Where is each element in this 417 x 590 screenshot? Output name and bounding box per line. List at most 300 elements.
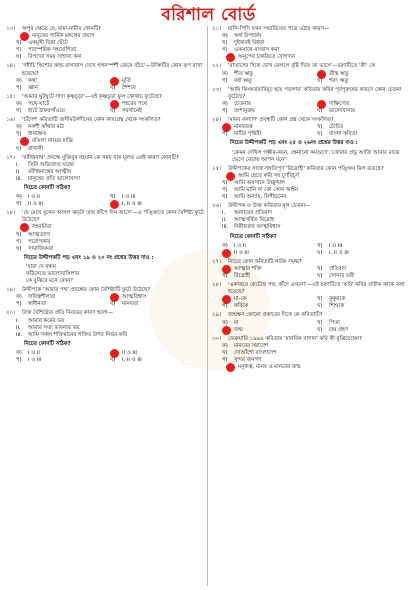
- answer-option[interactable]: [317, 266, 412, 273]
- option-text: আত্মত্যাগ: [28, 231, 51, 238]
- question: [212, 259, 412, 266]
- option-label: গ): [222, 186, 228, 193]
- question: [6, 155, 204, 162]
- option-label: iii.: [222, 224, 229, 231]
- option-text: দোআঁশো বাংলাদেশ: [234, 349, 277, 356]
- option-text: পরোপকার: [28, 238, 51, 245]
- option-label: গ): [16, 357, 22, 364]
- question: [6, 94, 204, 101]
- option-row: [6, 108, 204, 115]
- option-text: সহমর্মিতা: [32, 224, 52, 231]
- question-number: ১৬।: [6, 117, 15, 124]
- option-text: i ও ii: [234, 242, 246, 249]
- option-label: গ): [222, 77, 228, 84]
- answer-option[interactable]: [222, 71, 317, 78]
- answer-option[interactable]: [317, 124, 412, 131]
- option-row: [6, 357, 204, 364]
- option-label: ক): [16, 124, 22, 131]
- option-text: সোনার তরী: [329, 273, 355, 279]
- instruction-note: নিচের উদ্দীপকটি পড় এবং ২৫ ও ২৬নং প্রশ্নের উত্তর দাও :: [230, 140, 358, 147]
- answer-option[interactable]: [222, 243, 317, 250]
- option-text: জন্ম: [234, 326, 243, 333]
- option-text: আত্মার শক্তি: [234, 265, 262, 272]
- answer-option[interactable]: [212, 350, 412, 357]
- option-text: শরৎ ঋতু: [329, 77, 349, 84]
- answer-option[interactable]: [317, 131, 412, 138]
- option-label: ক): [16, 349, 22, 356]
- option-label: ক): [16, 194, 22, 201]
- question: [212, 203, 412, 210]
- answer-option[interactable]: [317, 101, 412, 108]
- option-label: ক): [16, 77, 22, 84]
- answer-option[interactable]: [6, 239, 204, 246]
- answer-option[interactable]: [16, 194, 110, 201]
- option-label: গ): [16, 301, 22, 308]
- option-text: আমি সকল শক্তিমানের শক্তির উপর নির্ভর করি: [28, 331, 128, 338]
- option-text: রঙিলা নায়ের মাঝি: [32, 138, 73, 145]
- selected-answer-marker: [226, 53, 235, 62]
- stimulus-line: কে বুঝিবে মনে বেদনা': [26, 278, 74, 285]
- question-number: ২৬।: [212, 203, 221, 210]
- option-text: মানুষের সার্বিক মঙ্গলের প্রয়াস: [32, 33, 95, 40]
- option-text: মানবতা: [122, 301, 139, 308]
- option-text: তিনি অভিজাত ঘরের: [28, 161, 74, 168]
- answer-option[interactable]: [16, 78, 110, 85]
- answer-option[interactable]: [317, 108, 412, 115]
- option-label: ii.: [16, 168, 21, 175]
- question-number: ২৮।: [212, 282, 221, 289]
- answer-option[interactable]: [6, 224, 204, 231]
- option-text: বর্ষা ঋতু: [234, 77, 252, 84]
- column-divider: [207, 26, 208, 586]
- option-label: গ): [222, 303, 228, 310]
- option-label: ঘ): [317, 77, 323, 84]
- option-label: ক): [16, 294, 22, 301]
- option-text: মূর্তি: [122, 77, 131, 84]
- question-text: জন্মক্ষণ কোনো প্রকারের দিকে কে কবিতাটি?: [228, 312, 323, 319]
- answer-option[interactable]: [6, 318, 204, 325]
- question: [6, 310, 204, 317]
- option-text: i ও ii: [28, 194, 40, 201]
- answer-option[interactable]: [212, 40, 412, 47]
- answer-option[interactable]: [6, 124, 204, 131]
- option-text: রাখালী: [28, 145, 44, 152]
- option-row: [212, 327, 412, 334]
- option-row: [6, 350, 204, 357]
- question-number: ১৫।: [6, 93, 15, 100]
- option-label: গ): [16, 201, 22, 208]
- option-label: খ): [317, 319, 323, 326]
- answer-option[interactable]: [16, 85, 110, 92]
- selected-answer-marker: [222, 326, 231, 335]
- selected-answer-marker: [222, 249, 231, 258]
- option-text: অনুপের চাকরিতে যোগদান: [238, 54, 296, 61]
- option-label: ঘ): [317, 326, 323, 333]
- option-row: [212, 71, 412, 78]
- answer-option[interactable]: [222, 101, 317, 108]
- option-text: i ও iii: [122, 194, 136, 201]
- question: [212, 87, 412, 101]
- option-text: মানবের সমাবেশ: [234, 342, 269, 349]
- answer-option[interactable]: [222, 296, 317, 303]
- answer-option[interactable]: [212, 357, 412, 364]
- answer-option[interactable]: [16, 201, 110, 208]
- option-label: iii.: [16, 331, 23, 338]
- option-text: i, ii ও iii: [329, 249, 349, 256]
- option-label: ঘ): [317, 108, 323, 115]
- answer-option[interactable]: [6, 169, 204, 176]
- option-text: i, ii ও iii: [122, 357, 142, 364]
- answer-option[interactable]: [212, 343, 412, 350]
- option-text: ii ও iii: [234, 249, 249, 256]
- option-text: মানবতন্ত্র: [234, 124, 253, 131]
- option-text: সুন্দর জনগণ: [234, 357, 262, 364]
- option-text: হাটে ঠাকরগাঁওয়ে: [28, 108, 65, 115]
- answer-option[interactable]: [317, 320, 412, 327]
- option-text: ভালোবাসার: [329, 108, 355, 115]
- option-label: ii.: [16, 324, 21, 331]
- answer-option[interactable]: [317, 273, 412, 280]
- option-text: i ও iii: [329, 242, 343, 249]
- option-text: পারস্পরিক সহযোগিতা: [28, 47, 77, 54]
- option-text: নকশী কাঁথার মাঠ: [28, 124, 64, 131]
- answer-option[interactable]: [222, 250, 317, 257]
- question-number: ২২।: [212, 63, 221, 70]
- answer-option[interactable]: [222, 108, 317, 115]
- option-label: খ): [16, 131, 22, 138]
- spacer: [6, 364, 204, 366]
- question-text: ফেব্রুয়ারি ১৯৬৯ কবিতায় 'মানবিক বাগান' কবি কী বুঝিয়েছেন?: [228, 335, 362, 342]
- option-label: ঘ): [110, 301, 116, 308]
- question: [6, 63, 204, 77]
- option-row: [6, 201, 204, 208]
- option-text: পথে-ঘাটে: [28, 100, 50, 107]
- question-text: 'আমি কিংকর্তব্যবিমূঢ় হয়ে পড়লাম' কবিতায় কবির পূর্বপুরুষের কারণে কোন চেতনা ফুটেছে?: [228, 86, 402, 100]
- option-row: [212, 101, 412, 108]
- answer-option[interactable]: [212, 187, 412, 194]
- option-text: বাংলা কবিতা: [329, 131, 358, 138]
- option-label: খ): [222, 40, 228, 47]
- option-text: মা-কে: [234, 296, 247, 303]
- answer-option[interactable]: [222, 320, 317, 327]
- question-text: 'আমার ঘুটঘুটে সাদা কৃষ্ণচূড়া'—এই কৃষ্ণচূড়া ফুল কোথায় ফুটেছে?: [22, 93, 162, 100]
- question-text: উদ্দীপকের সাথে সঙ্গতিপূর্ণ 'বিদ্রোহী' কবিতার কোন পঙ্ক্তির মিল রয়েছে?: [228, 165, 384, 172]
- answer-option[interactable]: [110, 350, 204, 357]
- option-text: আমি ছেড়ে করি সব চূর্ণবিচূর্ণ: [238, 172, 299, 179]
- option-text: i, ii ও iii: [122, 201, 142, 208]
- question: [212, 336, 412, 343]
- question-text: নিচের কোন কবিতাটি নাটক সমৃদ্ধ?: [228, 258, 302, 265]
- option-label: ক): [222, 319, 228, 326]
- option-label: ঘ): [317, 249, 323, 256]
- option-text: মাটির পৃথিবী: [234, 131, 261, 138]
- option-label: ক): [16, 100, 22, 107]
- question-number: ১৪।: [6, 63, 15, 70]
- spacer: [212, 371, 412, 373]
- option-label: ক): [222, 33, 228, 40]
- option-text: মনুষ্যত্ব, মানব ও মানবের জন্ম: [238, 364, 301, 371]
- question: [6, 210, 204, 224]
- answer-option[interactable]: [16, 101, 110, 108]
- option-label: ঘ): [16, 145, 22, 152]
- stimulus-line: কঠিনেতে ভালোবাসিলাম: [26, 271, 80, 277]
- question: [212, 166, 412, 173]
- option-text: শীত ঋতু: [234, 70, 253, 77]
- option-label: ঘ): [317, 303, 323, 310]
- option-row: [212, 243, 412, 250]
- answer-option[interactable]: [317, 243, 412, 250]
- answer-option[interactable]: [222, 131, 317, 138]
- question-number: ২৯।: [212, 312, 221, 319]
- answer-option[interactable]: [110, 357, 204, 364]
- option-row: [212, 78, 412, 85]
- option-text: বংশানুক্রম: [234, 108, 255, 115]
- answer-option[interactable]: [317, 327, 412, 334]
- question-text: 'দধীচি কিশোর কান্ড রাগাবাস দেখে গগনস্পর্শী জেনে বাঁচে'—উক্তিটির কোন রূপ রাখা হয়েছে?: [22, 63, 203, 77]
- option-text: কবিকে: [234, 303, 249, 310]
- option-row: [6, 85, 204, 92]
- option-label: গ): [222, 108, 228, 115]
- option-text: দুইজনই বিধবা: [234, 40, 265, 47]
- option-text: আমি মানি না কো কোন আইন: [234, 186, 299, 193]
- answer-option[interactable]: [212, 33, 412, 40]
- option-label: ঘ): [110, 108, 116, 115]
- answer-option[interactable]: [110, 301, 204, 308]
- option-row: [6, 194, 204, 201]
- answer-option[interactable]: [212, 224, 412, 231]
- option-text: চন্দ্র গ্রহণ: [329, 326, 349, 333]
- option-text: ধানক্ষেত: [28, 131, 47, 138]
- question-number: ২৪।: [212, 117, 221, 124]
- selected-answer-marker: [110, 200, 119, 209]
- option-text: কুকুরকে: [329, 296, 346, 303]
- answer-option[interactable]: [222, 266, 317, 273]
- question-number: ৩০।: [212, 335, 221, 342]
- option-label: ঘ): [222, 194, 228, 201]
- option-label: খ): [16, 231, 22, 238]
- selected-answer-marker: [226, 363, 235, 372]
- option-row: [212, 273, 412, 280]
- option-text: গ্রীষ্ম ঋতু: [329, 70, 349, 77]
- answer-option[interactable]: [16, 108, 110, 115]
- option-label: ঘ): [317, 131, 323, 138]
- answer-option[interactable]: [110, 294, 204, 301]
- answer-option[interactable]: [110, 108, 204, 115]
- option-text: আত্মগর্বিত বিদ্রোহ: [234, 217, 275, 224]
- option-text: আমি অবসানে উচ্ছৃঙ্খল: [234, 179, 285, 186]
- option-text: একমুখী চিন্তা ঘেঁটে: [28, 40, 68, 47]
- option-text: শিশুকে: [329, 303, 345, 310]
- option-text: অর্থ উপার্জন: [234, 33, 262, 40]
- option-text: দায়িত্বশীলতা: [28, 294, 56, 301]
- answer-option[interactable]: [16, 357, 110, 364]
- question-text: উক্ত বৈশিষ্ট্যের প্রতি বিনয়ের কারণ হলো—: [22, 310, 114, 317]
- option-text: চেতনার: [234, 100, 251, 107]
- answer-option[interactable]: [6, 146, 204, 153]
- option-text: ii ও iii: [28, 201, 43, 208]
- option-text: চৌচির: [329, 124, 344, 131]
- question-number: ২০।: [6, 310, 15, 317]
- question: [212, 63, 412, 70]
- instruction-note: নিচের কোনটি সঠিক?: [24, 340, 71, 347]
- option-label: গ): [16, 108, 22, 115]
- answer-option[interactable]: [317, 78, 412, 85]
- answer-option[interactable]: [222, 78, 317, 85]
- answer-option[interactable]: [212, 194, 412, 201]
- answer-option[interactable]: [317, 71, 412, 78]
- question-text: 'যে মেঘে বুকের আসল ঝড়টা তার কাঁপে দিন আসে'—এ পঙ্ক্তিতে কোন বৈশিষ্ট্য ফুটে উঠেছে?: [22, 210, 204, 224]
- question-text: 'চাঁদেশ' কবিতাটি জসীমউদদীনের কোন কাব্যগ্রন্থ থেকে সংকলিত?: [22, 117, 161, 124]
- option-text: ii ও iii: [122, 349, 137, 356]
- instruction-note: নিচের কোনটি সঠিক?: [24, 184, 71, 191]
- question: [212, 282, 412, 296]
- option-label: খ): [317, 242, 323, 249]
- question-number: ২৫।: [212, 165, 221, 172]
- question: [212, 117, 412, 124]
- answer-option[interactable]: [110, 101, 204, 108]
- option-text: আমার কর্মের ভয়: [28, 317, 65, 324]
- option-label: ক): [222, 342, 228, 349]
- option-label: ক): [222, 100, 228, 107]
- option-text: মা: [234, 319, 239, 326]
- option-text: একসাথে বসবাস করা: [234, 47, 280, 54]
- answer-option[interactable]: [222, 327, 317, 334]
- option-label: খ): [110, 194, 116, 201]
- option-text: নিরীহতার আত্মবিশ্বাস: [234, 224, 281, 231]
- question-text: উদ্দীপকে 'আমার পথ' প্রবন্ধের কোন বৈশিষ্ট্যটি ফুটে উঠেছে?: [22, 287, 151, 294]
- option-label: ক): [222, 70, 228, 77]
- answer-option[interactable]: [212, 173, 412, 180]
- option-row: [212, 250, 412, 257]
- instruction-note: নিচের কোনটি সঠিক?: [230, 233, 277, 240]
- option-label: ঘ): [16, 245, 22, 252]
- option-label: খ): [222, 179, 228, 186]
- answer-option[interactable]: [212, 54, 412, 61]
- option-label: i.: [16, 161, 20, 168]
- option-text: আমি অন্যায়, নিপীড়নের: [234, 194, 287, 201]
- stimulus-line: 'কেমন দেখিল গম্ভীর-নয়ন, ক্ষেমানো কর্মগুণে','তোমার প্রভু আজি আমার মাঝে ভেসে বেড়ায় আপন মনে': [232, 149, 400, 163]
- answer-option[interactable]: [212, 364, 412, 371]
- question-number: ১৯।: [6, 287, 15, 294]
- option-label: ক): [222, 242, 228, 249]
- option-label: iii.: [16, 175, 23, 182]
- answer-option[interactable]: [212, 180, 412, 187]
- option-label: খ): [222, 349, 228, 356]
- answer-option[interactable]: [6, 138, 204, 145]
- answer-option[interactable]: [110, 194, 204, 201]
- answer-option[interactable]: [6, 246, 204, 253]
- option-label: খ): [16, 40, 22, 47]
- left-column: [6, 26, 204, 366]
- answer-option[interactable]: [222, 273, 317, 280]
- question-number: ১৭।: [6, 154, 15, 161]
- option-text: প্রতিবাদ: [329, 265, 347, 272]
- answer-option[interactable]: [222, 303, 317, 310]
- option-row: [6, 301, 204, 308]
- question-text: অপুর ক্ষেত্রে যে, মামা-মামীর কোনটি?: [22, 26, 102, 32]
- answer-option[interactable]: [6, 232, 204, 239]
- page-title: বরিশাল বোর্ড: [161, 5, 256, 25]
- option-label: খ): [317, 296, 323, 303]
- option-text: সামাজিকতা: [28, 245, 54, 252]
- answer-option[interactable]: [16, 350, 110, 357]
- option-text: রবীন্দ্রনাথের আত্মীয়: [28, 168, 72, 175]
- option-text: পিতা: [329, 319, 340, 326]
- option-text: অন্যায়ের প্রতিবাদ: [234, 210, 273, 217]
- option-label: ঘ): [16, 54, 22, 61]
- option-row: [212, 320, 412, 327]
- answer-option[interactable]: [6, 131, 204, 138]
- option-label: গ): [222, 273, 228, 279]
- option-text: বিপদের সময় সাহায্য করা: [28, 54, 82, 61]
- option-label: গ): [222, 357, 228, 364]
- option-label: গ): [16, 47, 22, 54]
- option-text: i ও ii: [28, 349, 40, 356]
- option-label: গ): [16, 84, 22, 91]
- question-number: ২১।: [212, 26, 221, 32]
- answer-option[interactable]: [6, 40, 204, 47]
- right-column: [212, 26, 412, 373]
- option-row: [212, 131, 412, 138]
- option-row: [212, 108, 412, 115]
- option-label: i.: [16, 317, 20, 324]
- option-text: কথা: [28, 77, 37, 84]
- option-label: ii.: [222, 217, 227, 224]
- question-text: উদ্দীপক ও উক্ত কবিতায় মূল চেতনা—: [228, 203, 311, 210]
- option-row: [212, 266, 412, 273]
- question-number: ১৩।: [6, 26, 15, 32]
- option-label: গ): [16, 238, 22, 245]
- option-label: খ): [317, 265, 323, 272]
- stimulus-line: 'যারা যে বন্ধন: [26, 263, 56, 270]
- answer-option[interactable]: [6, 54, 204, 61]
- option-text: সবখানেই: [122, 108, 142, 115]
- answer-option[interactable]: [212, 47, 412, 54]
- answer-option[interactable]: [110, 78, 204, 85]
- option-label: গ): [222, 47, 228, 54]
- option-text: স্বাধীনতা: [28, 301, 47, 308]
- option-text: বিদ্রোহী: [234, 273, 251, 279]
- question: [212, 312, 412, 319]
- answer-option[interactable]: [110, 201, 204, 208]
- option-text: i ও iii: [28, 357, 42, 364]
- option-text: আমার সত্য ভাবনার ভয়: [28, 324, 80, 331]
- answer-option[interactable]: [16, 301, 110, 308]
- option-label: i.: [222, 210, 226, 217]
- option-text: দাক্ষিণ্যের: [329, 100, 350, 107]
- option-row: [212, 296, 412, 303]
- answer-option[interactable]: [110, 85, 204, 92]
- question-text: 'রবীন্দ্রনাথ' প্রবন্ধে মুজিবুর রহমান কে সময় যায় মূলত এরই কারণ কোনটি?: [22, 154, 179, 161]
- option-label: ঘ): [110, 357, 116, 364]
- answer-option[interactable]: [317, 296, 412, 303]
- question-text: 'একাত্তরে কেটেছে পথ, কাঁদে এখনো'—এই চরণটিতে 'কবি' কবির প্রতীক কাকে বলা হয়েছে?: [228, 282, 405, 296]
- answer-option[interactable]: [6, 162, 204, 169]
- option-label: গ): [222, 131, 228, 138]
- question-text: মাসি-পিসি যখন সভারিতের পত্রে ওঠার কারণ—: [228, 26, 330, 32]
- question-number: ২৩।: [212, 86, 221, 93]
- option-row: [212, 303, 412, 310]
- answer-option[interactable]: [6, 47, 204, 54]
- answer-option[interactable]: [6, 332, 204, 339]
- answer-option[interactable]: [6, 176, 204, 183]
- option-label: খ): [317, 124, 323, 131]
- answer-option[interactable]: [6, 325, 204, 332]
- answer-option[interactable]: [317, 250, 412, 257]
- option-label: ঘ): [110, 84, 116, 91]
- question-number: ১৮।: [6, 210, 15, 217]
- answer-option[interactable]: [317, 303, 412, 310]
